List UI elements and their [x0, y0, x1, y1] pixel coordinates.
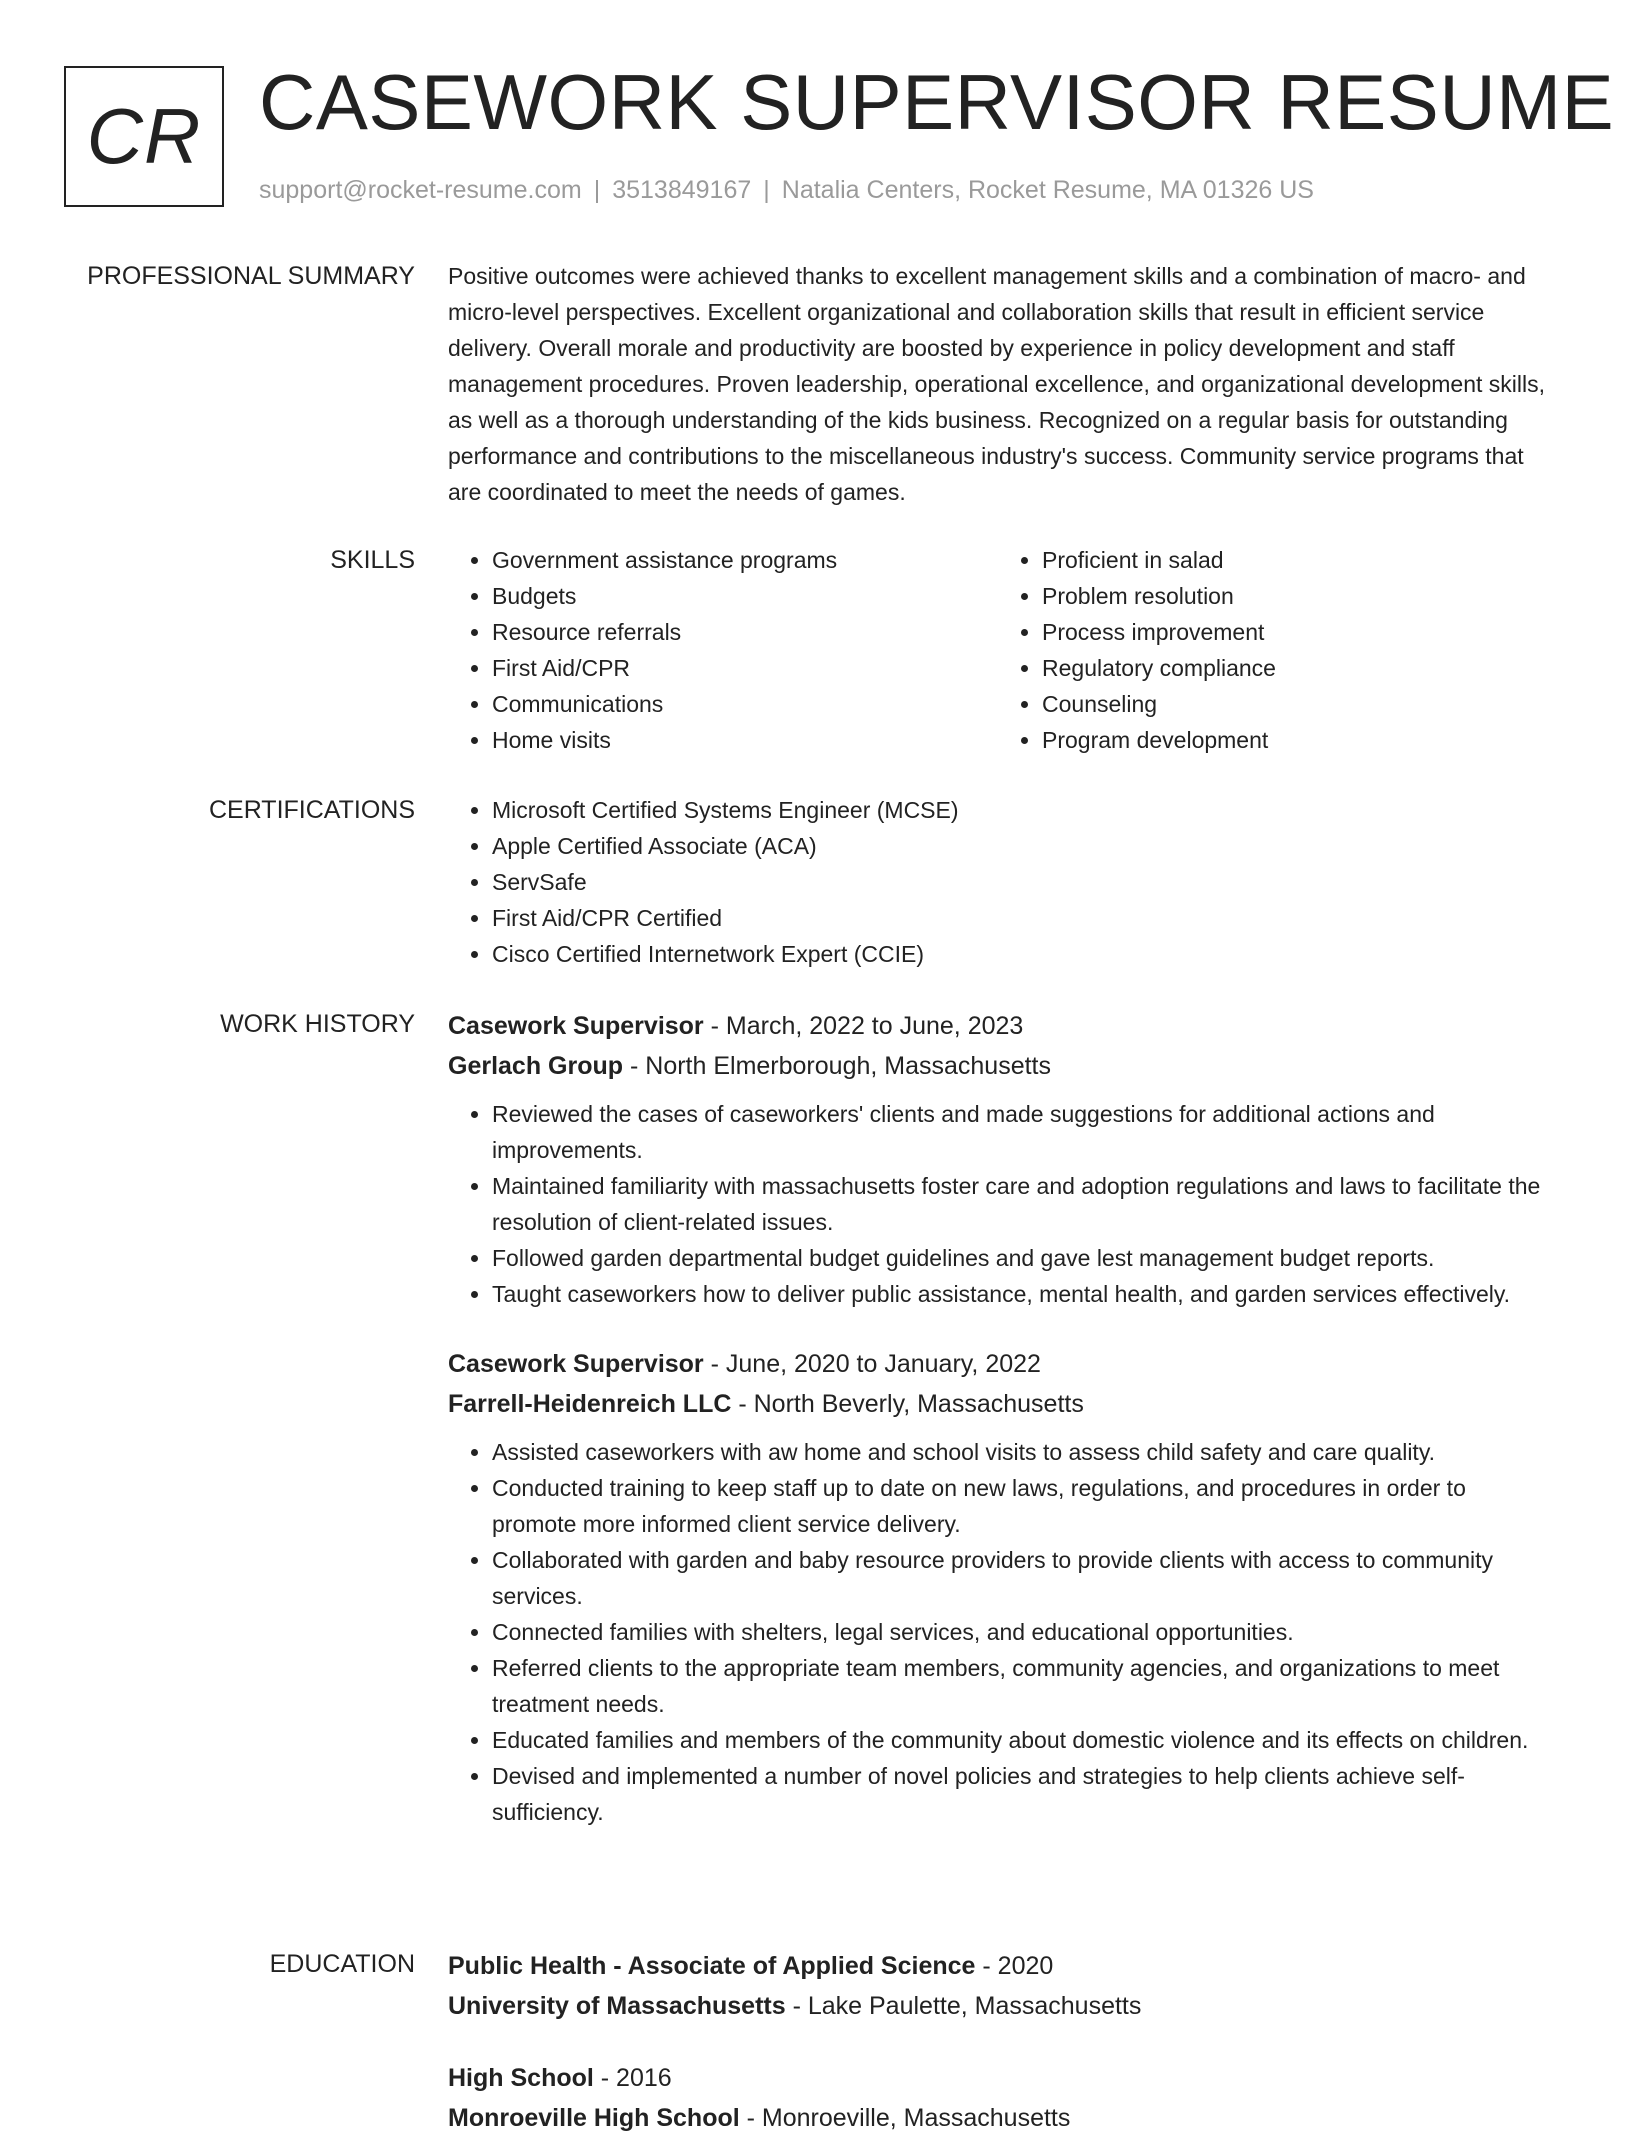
education-school-line	[448, 1986, 1548, 2026]
skill-item: • Proficient in salad	[1042, 542, 1548, 578]
education-degree-line	[448, 2058, 1548, 2098]
job-location: - North Elmerborough, Massachusetts	[623, 1052, 1052, 1080]
contact-separator: |	[763, 176, 770, 204]
job-title: Casework Supervisor	[448, 1350, 704, 1378]
job-bullet: • Educated families and members of the community about domestic violence and its effects on children.	[492, 1722, 1548, 1758]
skills-list-left	[448, 542, 998, 758]
contact-phone: 3513849167	[612, 176, 752, 204]
job-bullet: • Referred clients to the appropriate team members, community agencies, and organizations to meet treatment needs.	[492, 1650, 1548, 1722]
certification-item: • Cisco Certified Internetwork Expert (CCIE)	[492, 936, 1548, 972]
education-body	[448, 1946, 1548, 2138]
work-body	[448, 1006, 1548, 1830]
certification-item: • First Aid/CPR Certified	[492, 900, 1548, 936]
skill-item: • Resource referrals	[492, 614, 998, 650]
skill-item: • Government assistance programs	[492, 542, 998, 578]
job-title: Casework Supervisor	[448, 1012, 704, 1040]
education-label: EDUCATION	[269, 1950, 415, 1978]
job-company-line	[448, 1384, 1548, 1424]
job-company: Gerlach Group	[448, 1052, 624, 1080]
skill-item: • Problem resolution	[1042, 578, 1548, 614]
skill-item: • Regulatory compliance	[1042, 650, 1548, 686]
contact-line	[259, 176, 1314, 205]
job-title-line	[448, 1344, 1548, 1384]
contact-email: support@rocket-resume.com	[259, 176, 582, 204]
job-bullets	[448, 1096, 1548, 1312]
job-dates: - March, 2022 to June, 2023	[703, 1012, 1024, 1040]
education-entry	[448, 1946, 1548, 2026]
skill-item: • Budgets	[492, 578, 998, 614]
skill-item: • Counseling	[1042, 686, 1548, 722]
certifications-label: CERTIFICATIONS	[208, 796, 415, 824]
skills-label: SKILLS	[330, 546, 415, 574]
certification-item: • ServSafe	[492, 864, 1548, 900]
education-degree-line	[448, 1946, 1548, 1986]
job-entry	[448, 1006, 1548, 1312]
certification-item: • Microsoft Certified Systems Engineer (MCSE)	[492, 792, 1548, 828]
page-title: CASEWORK SUPERVISOR RESUME	[259, 58, 1615, 146]
job-company: Farrell-Heidenreich LLC	[448, 1390, 732, 1418]
job-bullet: • Taught caseworkers how to deliver public assistance, mental health, and garden services effectively.	[492, 1276, 1548, 1312]
education-school: Monroeville High School	[448, 2104, 740, 2132]
contact-separator: |	[593, 176, 601, 204]
monogram-logo: CR	[64, 66, 224, 207]
education-school-line	[448, 2098, 1548, 2138]
job-bullet: • Connected families with shelters, legal services, and educational opportunities.	[492, 1614, 1548, 1650]
job-bullet: • Reviewed the cases of caseworkers' clients and made suggestions for additional actions and improvements.	[492, 1096, 1548, 1168]
job-bullets	[448, 1434, 1548, 1830]
skill-item: • Communications	[492, 686, 998, 722]
education-degree: High School	[448, 2064, 594, 2092]
job-bullet: • Followed garden departmental budget guidelines and gave lest management budget reports.	[492, 1240, 1548, 1276]
skill-item: • First Aid/CPR	[492, 650, 998, 686]
skills-columns	[448, 542, 1548, 758]
summary-label: PROFESSIONAL SUMMARY	[87, 262, 415, 290]
job-entry	[448, 1344, 1548, 1830]
certifications-list	[448, 792, 1548, 972]
skill-item: • Program development	[1042, 722, 1548, 758]
certifications-body	[448, 792, 1548, 972]
job-company-line	[448, 1046, 1548, 1086]
skill-item: • Home visits	[492, 722, 998, 758]
summary-text: Positive outcomes were achieved thanks to excellent management skills and a combination of macro- and micro-level perspectives. Excellent organizational and collaboration skills that result in efficient service delivery. Overall morale and productivity are boosted by experience in policy development and staff management procedures. Proven leadership, operational excellence, and organizational development skills, as well as a thorough understanding of the kids business. Recognized on a regular basis for outstanding performance and contributions to the miscellaneous industry's success. Community service programs that are coordinated to meet the needs of games.	[448, 263, 1545, 505]
education-degree: Public Health - Associate of Applied Science	[448, 1952, 976, 1980]
job-bullet: • Collaborated with garden and baby resource providers to provide clients with access to community services.	[492, 1542, 1548, 1614]
job-title-line	[448, 1006, 1548, 1046]
job-bullet: • Assisted caseworkers with aw home and school visits to assess child safety and care quality.	[492, 1434, 1548, 1470]
education-entry	[448, 2058, 1548, 2138]
certification-item: • Apple Certified Associate (ACA)	[492, 828, 1548, 864]
skills-list-right	[998, 542, 1548, 758]
job-bullet: • Devised and implemented a number of novel policies and strategies to help clients achieve self-sufficiency.	[492, 1758, 1548, 1830]
job-bullet: • Maintained familiarity with massachusetts foster care and adoption regulations and laws to facilitate the resolution of client-related issues.	[492, 1168, 1548, 1240]
job-bullet: • Conducted training to keep staff up to date on new laws, regulations, and procedures in order to promote more informed client service delivery.	[492, 1470, 1548, 1542]
job-location: - North Beverly, Massachusetts	[731, 1390, 1084, 1418]
education-location: - Lake Paulette, Massachusetts	[785, 1992, 1142, 2020]
contact-address: Natalia Centers, Rocket Resume, MA 01326 US	[781, 176, 1314, 204]
work-label: WORK HISTORY	[220, 1010, 415, 1038]
education-year: - 2016	[593, 2064, 672, 2092]
education-year: - 2020	[975, 1952, 1054, 1980]
skill-item: • Process improvement	[1042, 614, 1548, 650]
education-location: - Monroeville, Massachusetts	[739, 2104, 1071, 2132]
job-dates: - June, 2020 to January, 2022	[703, 1350, 1041, 1378]
education-school: University of Massachusetts	[448, 1992, 786, 2020]
